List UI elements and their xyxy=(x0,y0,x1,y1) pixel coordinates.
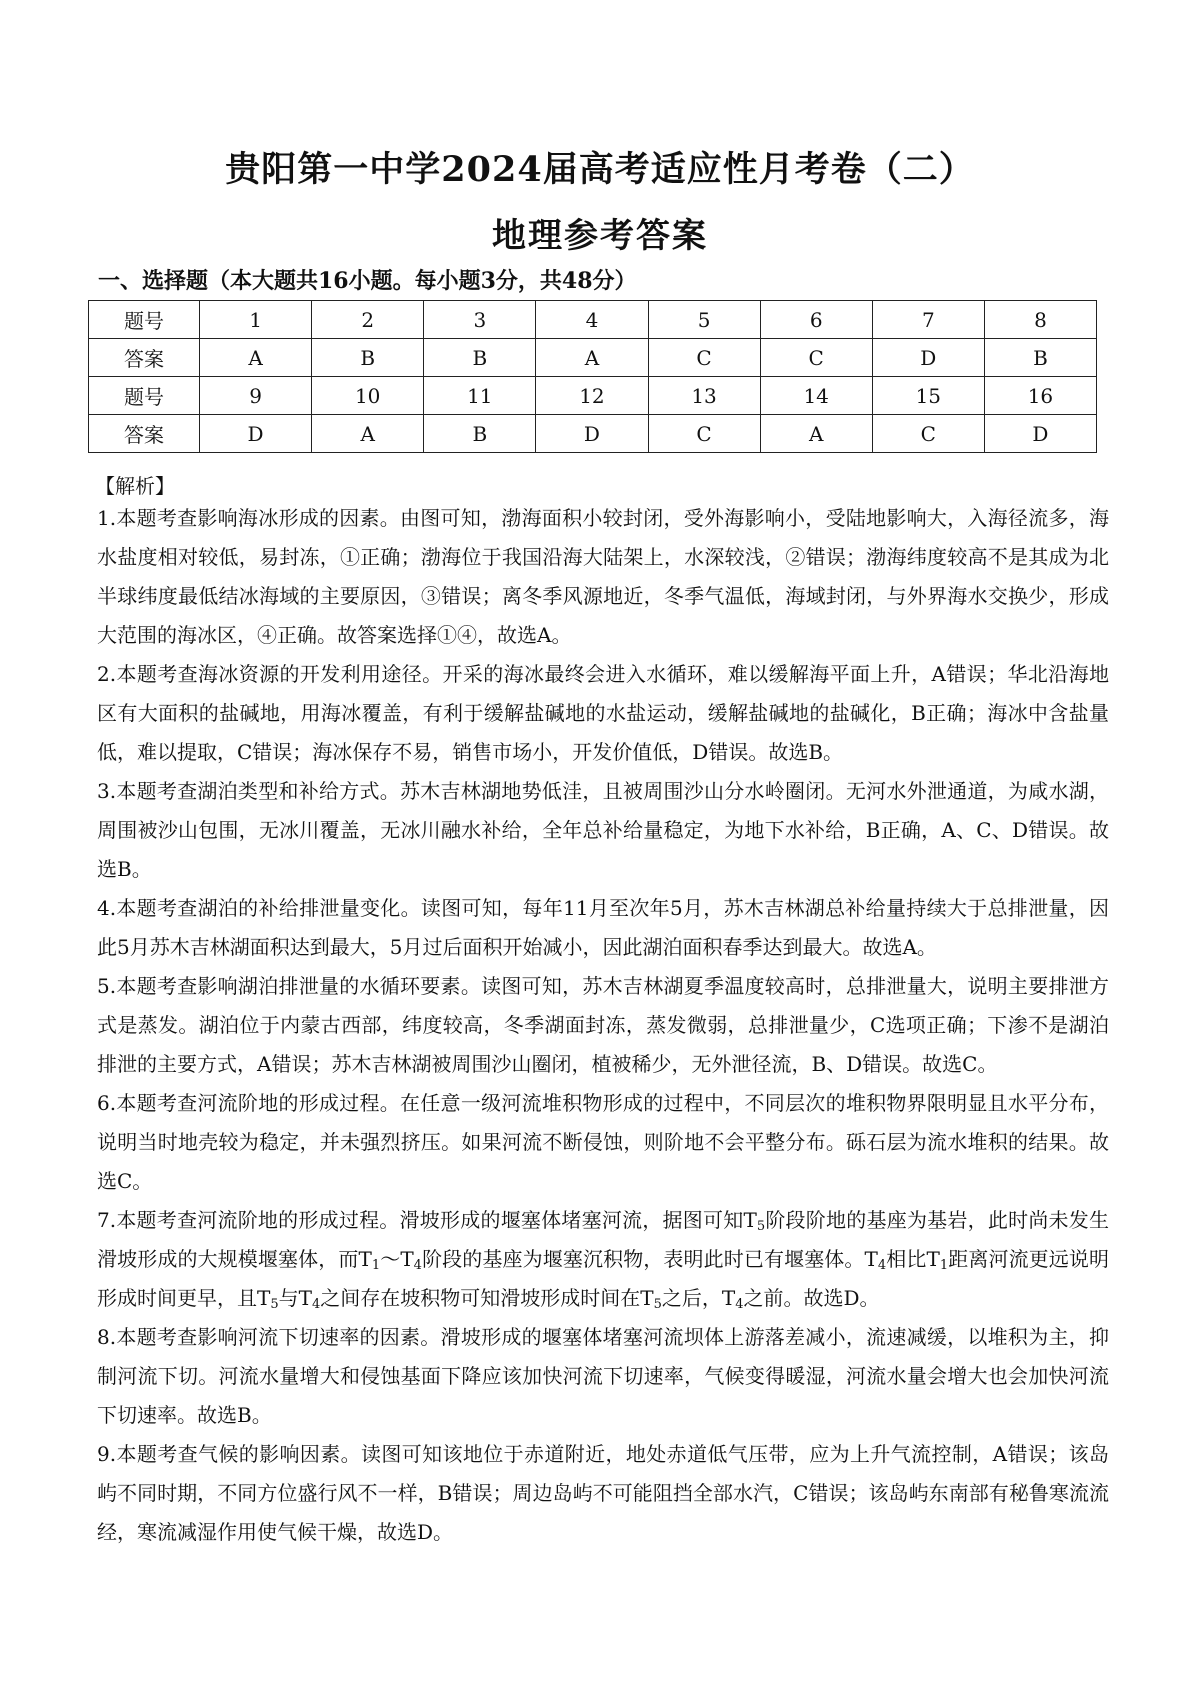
analysis-q5: 5.本题考查影响湖泊排泄量的水循环要素。读图可知，苏木吉林湖夏季温度较高时，总排泄量大，说明主要排泄方式是蒸发。湖泊位于内蒙古西部，纬度较高，冬季湖面封冻，蒸发微弱，总排泄量少，C选项正确；下渗不是湖泊排泄的主要方式，A错误；苏木吉林湖被周围沙山圈闭，植被稀少，无外泄径流，B、D错误。故选C。 xyxy=(97,974,1109,1076)
q7-text: 相比T xyxy=(886,1247,940,1271)
q7-text: 与T xyxy=(278,1286,312,1310)
answer-cell: D xyxy=(984,415,1096,453)
analysis-q3: 3.本题考查湖泊类型和补给方式。苏木吉林湖地势低洼，且被周围沙山分水岭圈闭。无河水外泄通道，为咸水湖，周围被沙山包围，无冰川覆盖，无冰川融水补给，全年总补给量稳定，为地下水补给，B正确，A、C、D错误。故选B。 xyxy=(97,779,1109,881)
q7-text: 阶段阶地的基座为基岩，此时尚未发生滑坡形成的大规模堰塞体，而T xyxy=(97,1208,1110,1271)
question-number: 9 xyxy=(200,377,312,415)
question-number: 3 xyxy=(424,301,536,339)
analysis-q1: 1.本题考查影响海冰形成的因素。由图可知，渤海面积小较封闭，受外海影响小，受陆地影响大，入海径流多，海水盐度相对较低，易封冻，①正确；渤海位于我国沿海大陆架上，水深较浅，②错误；渤海纬度较高不是其成为北半球纬度最低结冰海域的主要原因，③错误；离冬季风源地近，冬季气温低，海域封闭，与外界海水交换少，形成大范围的海冰区，④正确。故答案选择①④，故选A。 xyxy=(97,506,1109,647)
answer-cell: A xyxy=(536,339,648,377)
answer-cell: A xyxy=(200,339,312,377)
table-row xyxy=(89,377,1097,415)
analysis-q7 xyxy=(97,1201,1109,1318)
page-title: 贵阳第一中学2024届高考适应性月考卷（二） xyxy=(225,149,975,190)
question-number: 14 xyxy=(760,377,872,415)
subscript: 5 xyxy=(756,1219,766,1234)
answer-cell: C xyxy=(760,339,872,377)
page-subtitle: 地理参考答案 xyxy=(492,216,708,256)
subscript: 4 xyxy=(877,1258,887,1273)
q7-text: 距离河流更远说明形成时间更早，且T xyxy=(97,1247,1110,1310)
answer-cell: D xyxy=(872,339,984,377)
question-number: 4 xyxy=(536,301,648,339)
subscript: 4 xyxy=(735,1297,744,1312)
table-row xyxy=(89,301,1097,339)
row-label: 答案 xyxy=(89,415,200,453)
answer-cell: B xyxy=(312,339,424,377)
subscript: 5 xyxy=(270,1297,279,1312)
answer-cell: B xyxy=(984,339,1096,377)
question-number: 16 xyxy=(984,377,1096,415)
question-number: 8 xyxy=(984,301,1096,339)
answer-cell: B xyxy=(424,415,536,453)
answer-cell: B xyxy=(424,339,536,377)
answer-cell: C xyxy=(648,415,760,453)
q7-text: 之间存在坡积物可知滑坡形成时间在T xyxy=(320,1286,654,1310)
section-heading: 一、选择题（本大题共16小题。每小题3分，共48分） xyxy=(98,268,637,294)
q7-text: 之前。故选D。 xyxy=(743,1286,880,1310)
subscript: 1 xyxy=(371,1258,381,1273)
answer-table xyxy=(88,300,1097,453)
answer-cell: A xyxy=(760,415,872,453)
row-label: 答案 xyxy=(89,339,200,377)
question-number: 2 xyxy=(312,301,424,339)
q7-text: 阶段的基座为堰塞沉积物，表明此时已有堰塞体。T xyxy=(421,1247,878,1271)
analysis-q6: 6.本题考查河流阶地的形成过程。在任意一级河流堆积物形成的过程中，不同层次的堆积物界限明显且水平分布，说明当时地壳较为稳定，并未强烈挤压。如果河流不断侵蚀，则阶地不会平整分布。砾石层为流水堆积的结果。故选C。 xyxy=(97,1091,1109,1193)
subscript: 4 xyxy=(413,1258,422,1273)
question-number: 13 xyxy=(648,377,760,415)
subscript: 4 xyxy=(311,1297,321,1312)
row-label: 题号 xyxy=(89,301,200,339)
row-label: 题号 xyxy=(89,377,200,415)
answer-cell: D xyxy=(536,415,648,453)
answer-cell: D xyxy=(200,415,312,453)
analysis-q8: 8.本题考查影响河流下切速率的因素。滑坡形成的堰塞体堵塞河流坝体上游落差减小，流速减缓，以堆积为主，抑制河流下切。河流水量增大和侵蚀基面下降应该加快河流下切速率，气候变得暖湿，河流水量会增大也会加快河流下切速率。故选B。 xyxy=(97,1325,1109,1427)
question-number: 15 xyxy=(872,377,984,415)
question-number: 11 xyxy=(424,377,536,415)
question-number: 6 xyxy=(760,301,872,339)
analysis-q2: 2.本题考查海冰资源的开发利用途径。开采的海冰最终会进入水循环，难以缓解海平面上升，A错误；华北沿海地区有大面积的盐碱地，用海冰覆盖，有利于缓解盐碱地的水盐运动，缓解盐碱地的盐碱化，B正确；海冰中含盐量低，难以提取，C错误；海冰保存不易，销售市场小，开发价值低，D错误。故选B。 xyxy=(97,662,1109,764)
question-number: 12 xyxy=(536,377,648,415)
question-number: 5 xyxy=(648,301,760,339)
answer-cell: C xyxy=(872,415,984,453)
answer-cell: A xyxy=(312,415,424,453)
q7-text: ～T xyxy=(380,1247,414,1271)
analysis-q4: 4.本题考查湖泊的补给排泄量变化。读图可知，每年11月至次年5月，苏木吉林湖总补给量持续大于总排泄量，因此5月苏木吉林湖面积达到最大，5月过后面积开始减小，因此湖泊面积春季达到最大。故选A。 xyxy=(97,896,1109,959)
q7-text: 7.本题考查河流阶地的形成过程。滑坡形成的堰塞体堵塞河流，据图可知T xyxy=(97,1208,757,1232)
analysis-label: 【解析】 xyxy=(95,474,175,498)
table-row xyxy=(89,339,1097,377)
analysis-q9: 9.本题考查气候的影响因素。读图可知该地位于赤道附近，地处赤道低气压带，应为上升气流控制，A错误；该岛屿不同时期，不同方位盛行风不一样，B错误；周边岛屿不可能阻挡全部水汽，C错误；该岛屿东南部有秘鲁寒流流经，寒流减湿作用使气候干燥，故选D。 xyxy=(97,1442,1109,1544)
analysis-body xyxy=(97,499,1109,1552)
q7-text: 之后，T xyxy=(661,1286,736,1310)
subscript: 1 xyxy=(939,1258,949,1273)
answer-cell: C xyxy=(648,339,760,377)
question-number: 10 xyxy=(312,377,424,415)
subscript: 5 xyxy=(653,1297,662,1312)
question-number: 7 xyxy=(872,301,984,339)
question-number: 1 xyxy=(200,301,312,339)
table-row xyxy=(89,415,1097,453)
